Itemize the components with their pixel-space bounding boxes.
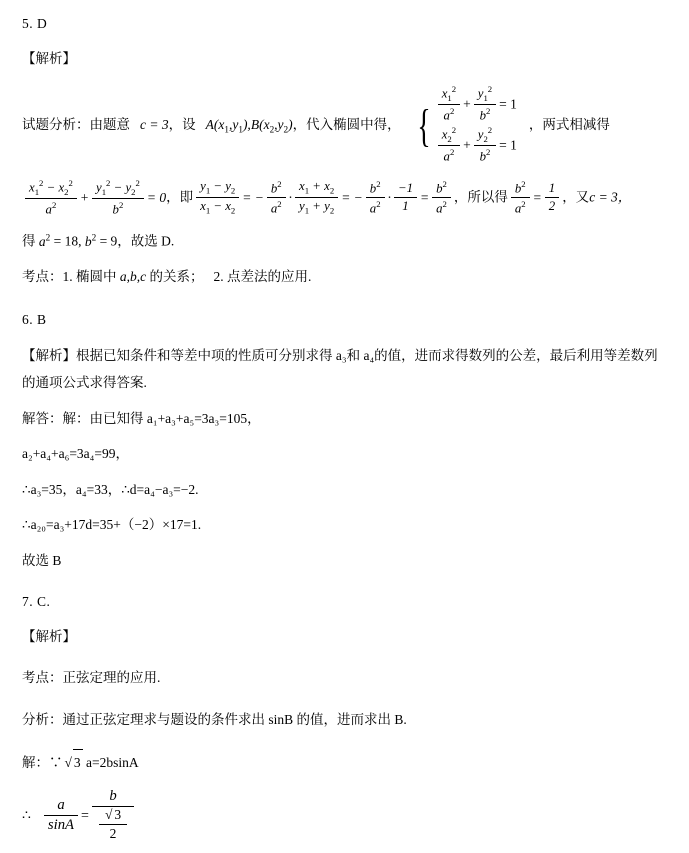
q6-line-3: ∴a₃=35，a₄=33，∴d=a₄−a₃=−2. [22, 481, 199, 497]
q7-final-den-right: $\frac{√ 3}{2}$ [92, 807, 134, 843]
q5-analysis-line1 [22, 86, 667, 166]
q7-final-num-left: a [44, 797, 78, 816]
q5-conclusion: 得 $a^2 = 18$, $b^2 = 9$，故选 D. [22, 232, 175, 249]
q7-analysis-label: 【解析】 [22, 628, 76, 644]
q6-line-5: 故选 B [22, 553, 62, 569]
q6-analysis [22, 342, 667, 396]
q7-final-eq: = [81, 809, 89, 825]
q7-final-den-left: sinA [47, 816, 75, 833]
q5-c-value: c = 3 [140, 116, 169, 132]
q6-line-4: ∴a₂₀=a₃+17d=35+（−2）×17=1. [22, 517, 202, 533]
q5-eq1: $\frac{x_1^2 - x_2^2}{a^2}$ + $\frac{y_1^2 - y_2^2}{b^2}$ = 0 [22, 190, 166, 205]
q7-final-equation [22, 789, 667, 844]
q5-set-text: ，设 [168, 116, 196, 132]
answer-line-q5: 5. D [22, 16, 48, 31]
analysis-label-q5: 【解析】 [22, 51, 76, 66]
q7-fenxi: 分析：通过正弦定理求与题设的条件求出 sinB 的值，进而求出 B. [22, 712, 407, 728]
answer-line-q6: 6. B [22, 311, 47, 327]
q5-ji-text: ，即 [166, 189, 194, 205]
q5-kaodian: 考点：1. 椭圆中 a,b,c 的关系； 2. 点差法的应用. [22, 268, 312, 284]
q5-so-text: ，所以得 [453, 189, 508, 205]
q6-analysis-label: 【解析】 [22, 347, 76, 363]
q5-intro-text: 试题分析：由题意 [22, 116, 130, 132]
q6-line-2: a₂+a₄+a₆=3a₄=99， [22, 446, 129, 462]
q5-analysis-line3 [22, 232, 667, 250]
q5-substitute-text: ，代入椭圆中得， [292, 116, 401, 132]
q7-final-prefix: ∴ [22, 809, 31, 825]
q5-points: $A(x_1,y_1),B(x_2,y_2)$ [205, 116, 293, 135]
q5-eq2: $\frac{y_1 - y_2}{x_1 - x_2}$ = − $\frac{b^2}{a^2}$ · $\frac{x_1 + x_2}{y_1 + y_2}$ = − $\frac{b^2}{a^2}$ · $\frac{-1}{1}$ = $\frac{b^2}{a^2}$ [193, 190, 454, 205]
q7-jie-rest: a=2bsinA [82, 754, 139, 770]
q5-after-system-text: ，两式相减得 [528, 116, 610, 132]
q5-analysis-line2 [22, 179, 667, 218]
q5-eq3: $\frac{b^2}{a^2}$ = $\frac{1}{2}$ [508, 190, 562, 205]
q5-again-text: ，又 [562, 189, 590, 205]
q6-analysis-text: 根据已知条件和等差中项的性质可分别求得 a₃和 a₄的值，进而求得数列的公差，最后利用等差数列的通项公式求得答案. [22, 347, 658, 390]
q7-jie-prefix: 解：∵ [22, 754, 63, 770]
q7-jie [22, 749, 667, 776]
q7-kaodian: 考点：正弦定理的应用. [22, 670, 161, 686]
q5-eq4: c = 3， [589, 189, 632, 205]
q7-sqrt-three: √ 3 [63, 749, 83, 776]
answer-line-q7: 7. C. [22, 593, 51, 609]
q5-equation-system: { $\frac{x_1^2}{a^2}$ + $\frac{y_1^2}{b^2}$ = 1 $\frac{x_2^2}{a^2}$ + $\frac{y_2^2}{b^2}$ = 1 [417, 84, 517, 164]
q6-line-1: 解答：解：由已知得 a₁+a₃+a₅=3a₃=105， [22, 410, 261, 426]
q7-final-num-right: b [92, 789, 134, 806]
